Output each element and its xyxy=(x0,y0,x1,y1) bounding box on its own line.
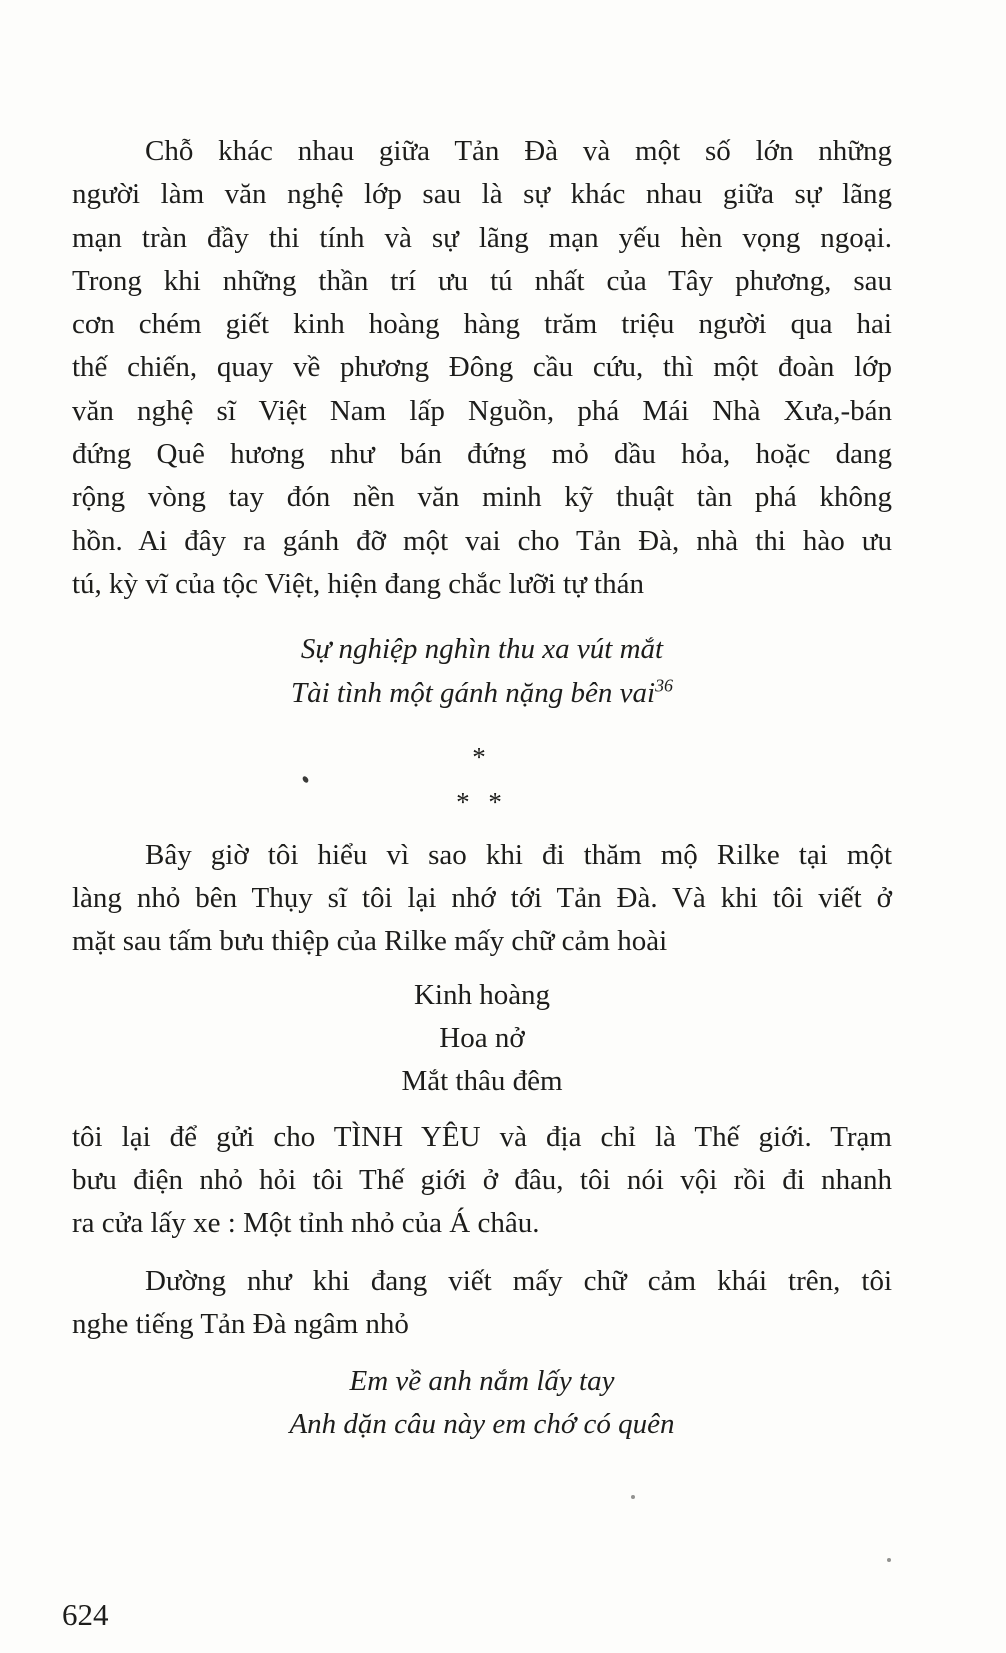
body-line: Trong khi những thần trí ưu tú nhất của Tây phương, sau xyxy=(72,264,892,297)
page-number: 624 xyxy=(62,1597,109,1632)
body-line: cơn chém giết kinh hoàng hàng trăm triệu người qua hai xyxy=(72,308,892,341)
body-line: văn nghệ sĩ Việt Nam lấp Nguồn, phá Mái Nhà Xưa,-bán xyxy=(72,394,892,427)
body-line: làng nhỏ bên Thụy sĩ tôi lại nhớ tới Tản Đà. Và khi tôi viết ở xyxy=(72,882,892,915)
body-line: Dường như khi đang viết mấy chữ cảm khái trên, tôi xyxy=(145,1264,892,1297)
body-line: bưu điện nhỏ hỏi tôi Thế giới ở đâu, tôi nói vội rồi đi nhanh xyxy=(72,1163,892,1196)
verse-line: Sự nghiệp nghìn thu xa vút mắt xyxy=(300,633,664,666)
body-line: nghe tiếng Tản Đà ngâm nhỏ xyxy=(72,1307,409,1340)
footnote-reference: 36 xyxy=(655,674,674,695)
separator-asterisk-top: * xyxy=(472,741,492,772)
body-line: rộng vòng tay đón nền văn minh kỹ thuật tàn phá không xyxy=(72,481,892,514)
body-line: mạn tràn đầy thi tính và sự lãng mạn yếu hèn vọng ngoại. xyxy=(72,221,892,254)
body-line: hồn. Ai đây ra gánh đỡ một vai cho Tản Đà, nhà thi hào ưu xyxy=(72,524,892,557)
body-line: Bây giờ tôi hiểu vì sao khi đi thăm mộ Rilke tại một xyxy=(145,838,892,871)
body-line: đứng Quê hương như bán đứng mỏ dầu hỏa, hoặc dang xyxy=(72,438,892,471)
verse-line: Anh dặn câu này em chớ có quên xyxy=(289,1408,675,1441)
verse-line: Em về anh nắm lấy tay xyxy=(349,1365,615,1398)
inscription-line: Hoa nở xyxy=(439,1022,525,1055)
text-column xyxy=(72,130,892,1447)
body-line: ra cửa lấy xe : Một tỉnh nhỏ của Á châu. xyxy=(72,1207,540,1240)
body-line: tôi lại để gửi cho TÌNH YÊU và địa chỉ là Thế giới. Trạm xyxy=(72,1120,892,1153)
scan-speck xyxy=(631,1495,635,1499)
body-line: mặt sau tấm bưu thiệp của Rilke mấy chữ cảm hoài xyxy=(72,925,668,958)
section-separator xyxy=(72,737,892,822)
body-line: tú, kỳ vĩ của tộc Việt, hiện đang chắc lưỡi tự thán xyxy=(72,567,644,600)
scan-speck xyxy=(887,1558,891,1562)
body-line: thế chiến, quay về phương Đông cầu cứu, thì một đoàn lớp xyxy=(72,351,892,384)
verse-text: Tài tình một gánh nặng bên vai xyxy=(290,676,656,709)
body-line: Chỗ khác nhau giữa Tản Đà và một số lớn những xyxy=(145,135,892,167)
body-line: người làm văn nghệ lớp sau là sự khác nhau giữa sự lãng xyxy=(72,178,892,211)
verse-line xyxy=(72,672,892,715)
inscription-line: Mắt thâu đêm xyxy=(401,1065,563,1098)
inscription-line: Kinh hoàng xyxy=(413,978,551,1011)
separator-asterisk-bottom: * * xyxy=(456,786,508,817)
